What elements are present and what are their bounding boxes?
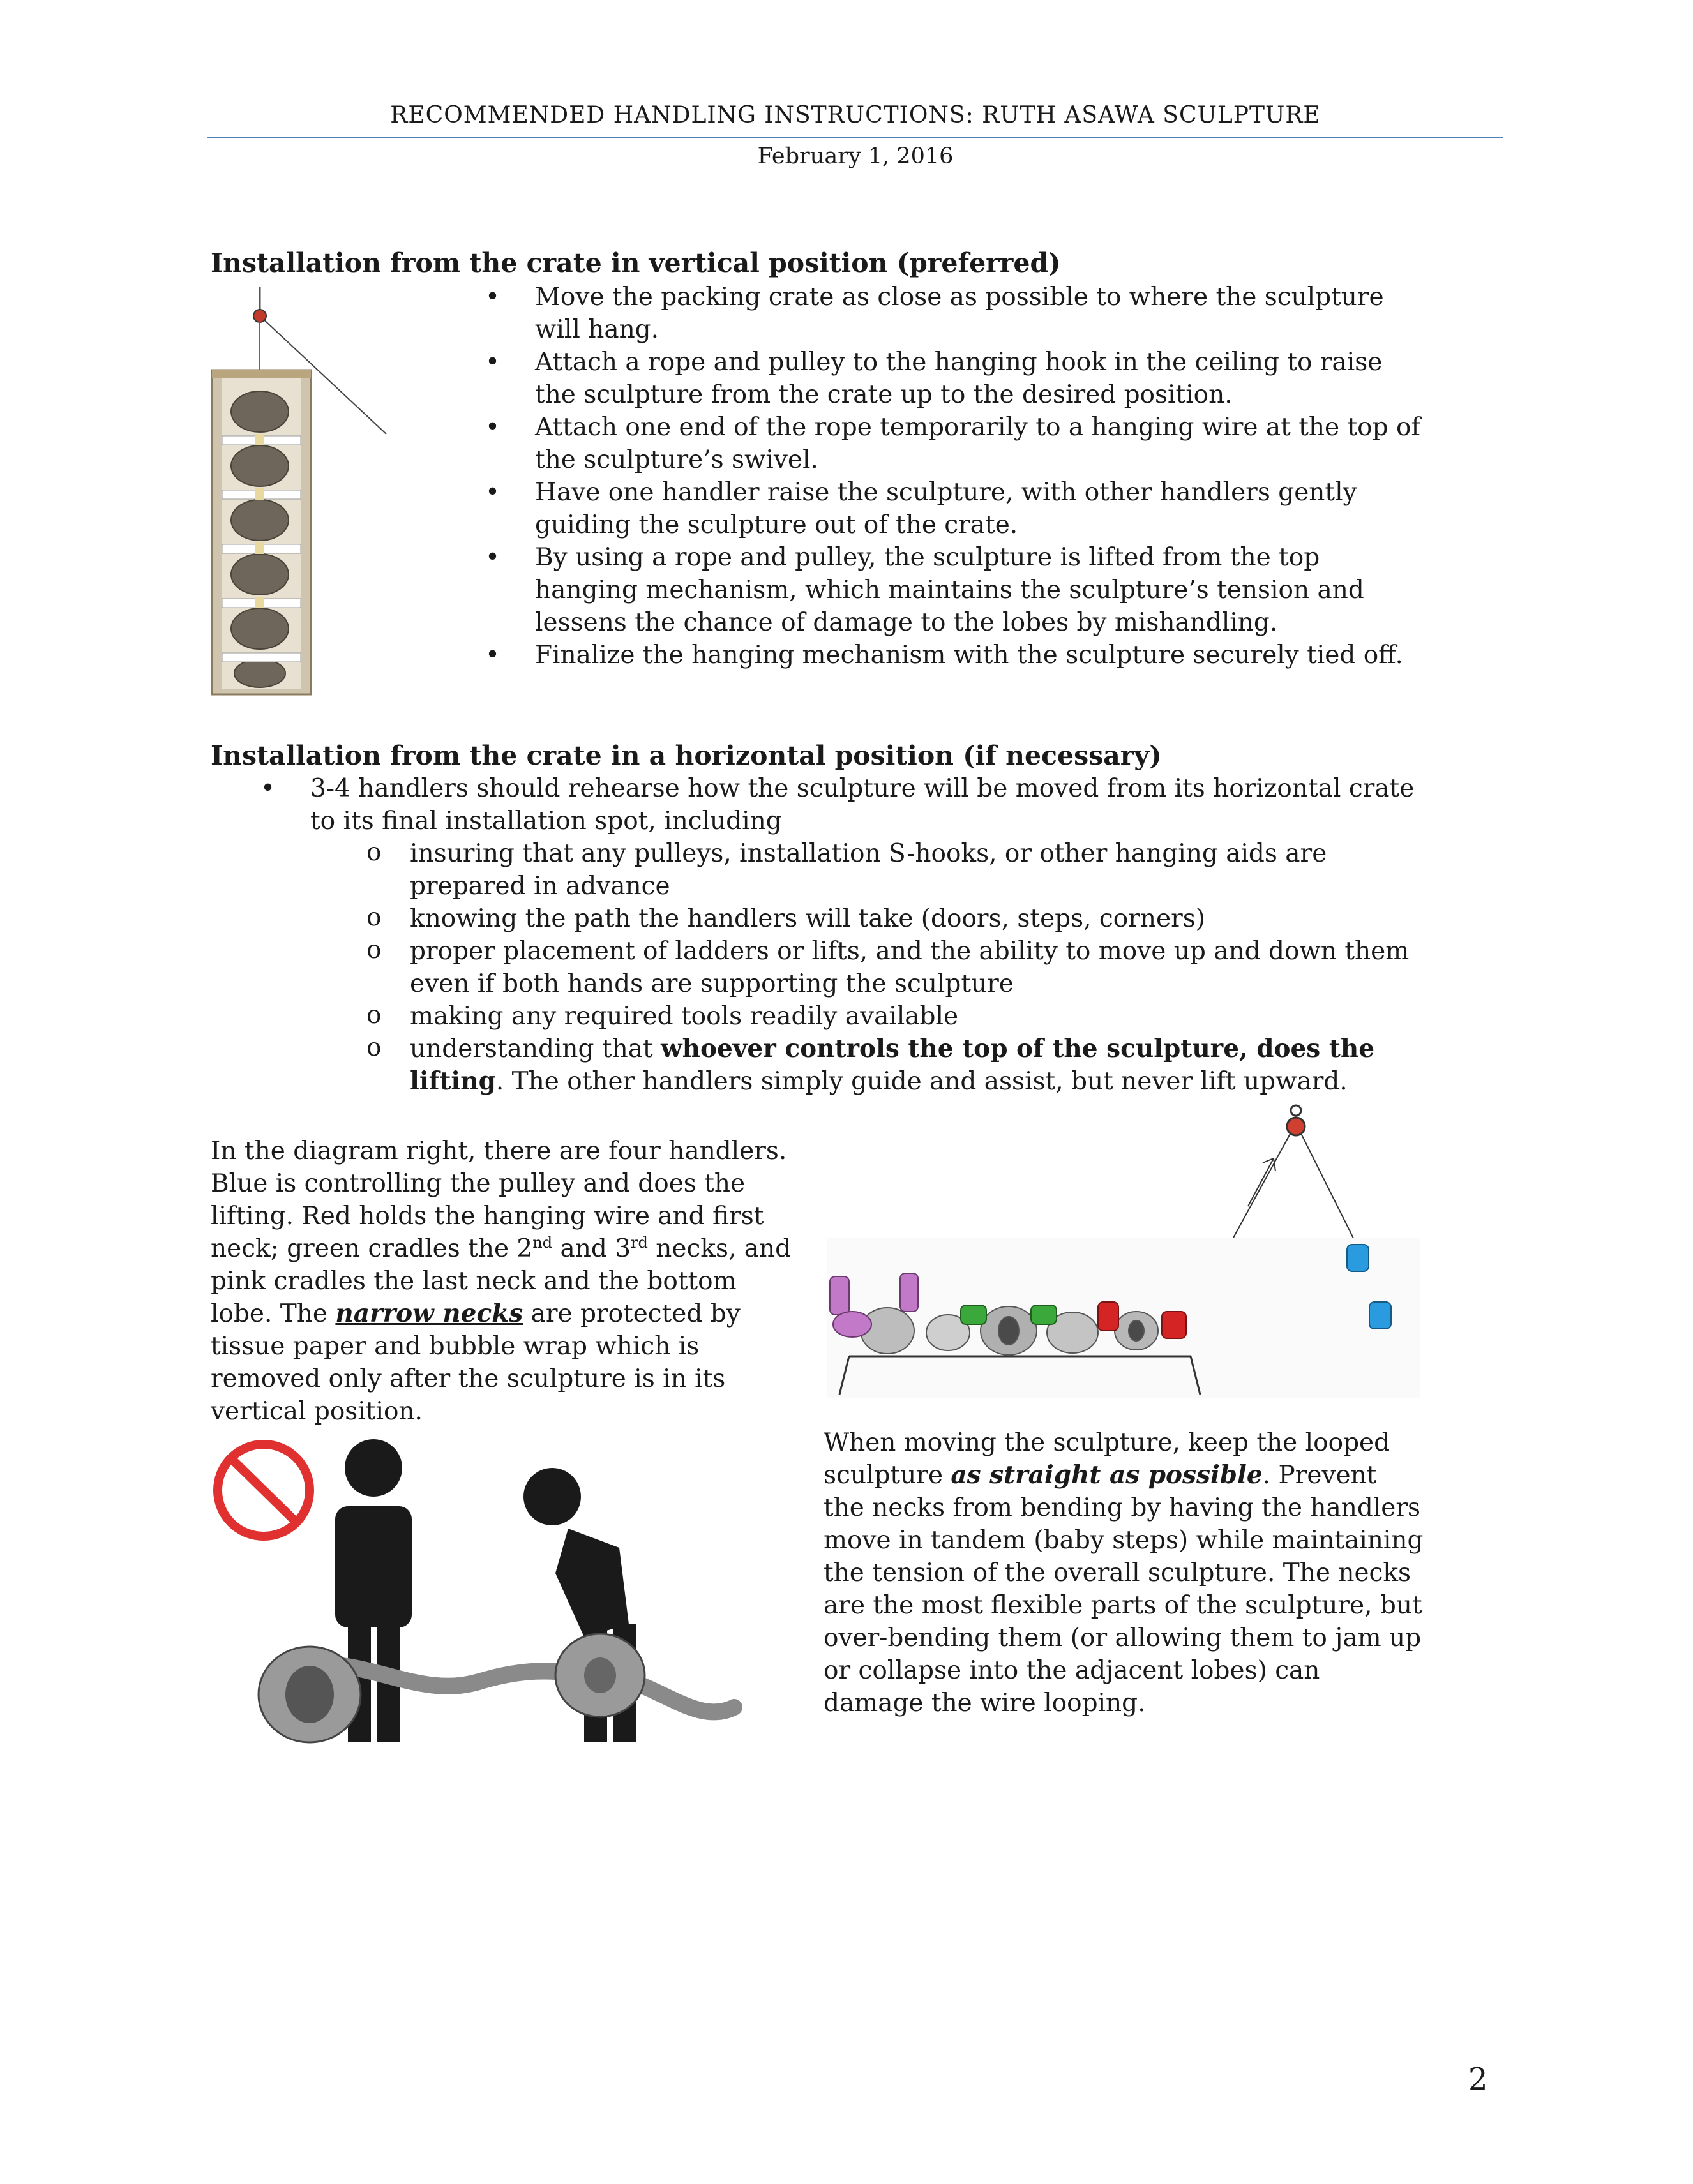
diagram-explanation: In the diagram right, there are four handlers. Blue is controlling the pulley and does the lifting. Red holds the hanging wire and first neck; green cradles the 2nd and 3rd necks, and pink cradles the last neck and the bottom lobe. The narrow necks are protected by tissue paper and bubble wrap which is removed only after the sculpture is in its vertical position.	[211, 1137, 792, 1426]
moving-instructions: When moving the sculpture, keep the looped sculpture as straight as possible. Prevent the necks from bending by having the handlers move in tandem (baby steps) while maintaining the tension of the overall sculpture. The necks are the most flexible parts of the sculpture, but over-bending them (or allowing them to jam up or collapse into the adjacent lobes) can damage the wire looping.	[824, 1428, 1424, 1717]
header-rule	[207, 137, 1503, 138]
sub-item: o knowing the path the handlers will take (doors, steps, corners)	[410, 902, 1421, 935]
list-item: • Have one handler raise the sculpture, with other handlers gently guiding the sculpture out of the crate.	[535, 476, 1429, 541]
page-number: 2	[1468, 2061, 1488, 2097]
list-item	[310, 772, 1421, 1098]
document-date: February 1, 2016	[757, 144, 954, 169]
list-item: • Attach a rope and pulley to the hanging hook in the ceiling to raise the sculpture from the crate up to the desired position.	[535, 346, 1429, 411]
document-header-title: RECOMMENDED HANDLING INSTRUCTIONS: RUTH ASAWA SCULPTURE	[390, 102, 1321, 128]
list-item: • Finalize the hanging mechanism with the sculpture securely tied off.	[535, 639, 1429, 671]
handlers-diagram	[824, 1098, 1424, 1404]
emphasis-straight: as straight as possible	[951, 1460, 1263, 1490]
list-item: • Move the packing crate as close as possible to where the sculpture will hang.	[535, 281, 1429, 346]
section-heading-horizontal: Installation from the crate in a horizontal position (if necessary)	[211, 740, 1162, 771]
prohibited-icon	[218, 1444, 310, 1536]
sub-item: o insuring that any pulleys, installation S-hooks, or other hanging aids are prepared in advance	[410, 837, 1421, 902]
sub-item: o proper placement of ladders or lifts, and the ability to move up and down them even if both hands are supporting the sculpture	[410, 935, 1421, 1000]
rehearsal-subitems	[410, 837, 1421, 1098]
list-item: • Attach one end of the rope temporarily to a hanging wire at the top of the sculpture’s swivel.	[535, 411, 1429, 476]
sub-item: o making any required tools readily available	[410, 1000, 1421, 1033]
horizontal-steps-list	[310, 772, 1421, 1098]
list-item-text: 3-4 handlers should rehearse how the sculpture will be moved from its horizontal crate to its final installation spot, including	[310, 774, 1415, 835]
vertical-steps-list	[535, 281, 1429, 671]
section-heading-vertical: Installation from the crate in vertical position (preferred)	[211, 248, 1061, 278]
emphasis-lifting: whoever controls the top of the sculpture, does the lifting	[410, 1034, 1375, 1096]
incorrect-handling-pictogram	[211, 1433, 753, 1752]
crate-photo	[211, 281, 389, 696]
emphasis-narrow-necks: narrow necks	[335, 1299, 523, 1328]
sub-item: o understanding that whoever controls the top of the sculpture, does the lifting. The other handlers simply guide and assist, but never lift upward.	[410, 1033, 1421, 1098]
list-item: • By using a rope and pulley, the sculpture is lifted from the top hanging mechanism, which maintains the sculpture’s tension and lessens the chance of damage to the lobes by mishandling.	[535, 541, 1429, 639]
